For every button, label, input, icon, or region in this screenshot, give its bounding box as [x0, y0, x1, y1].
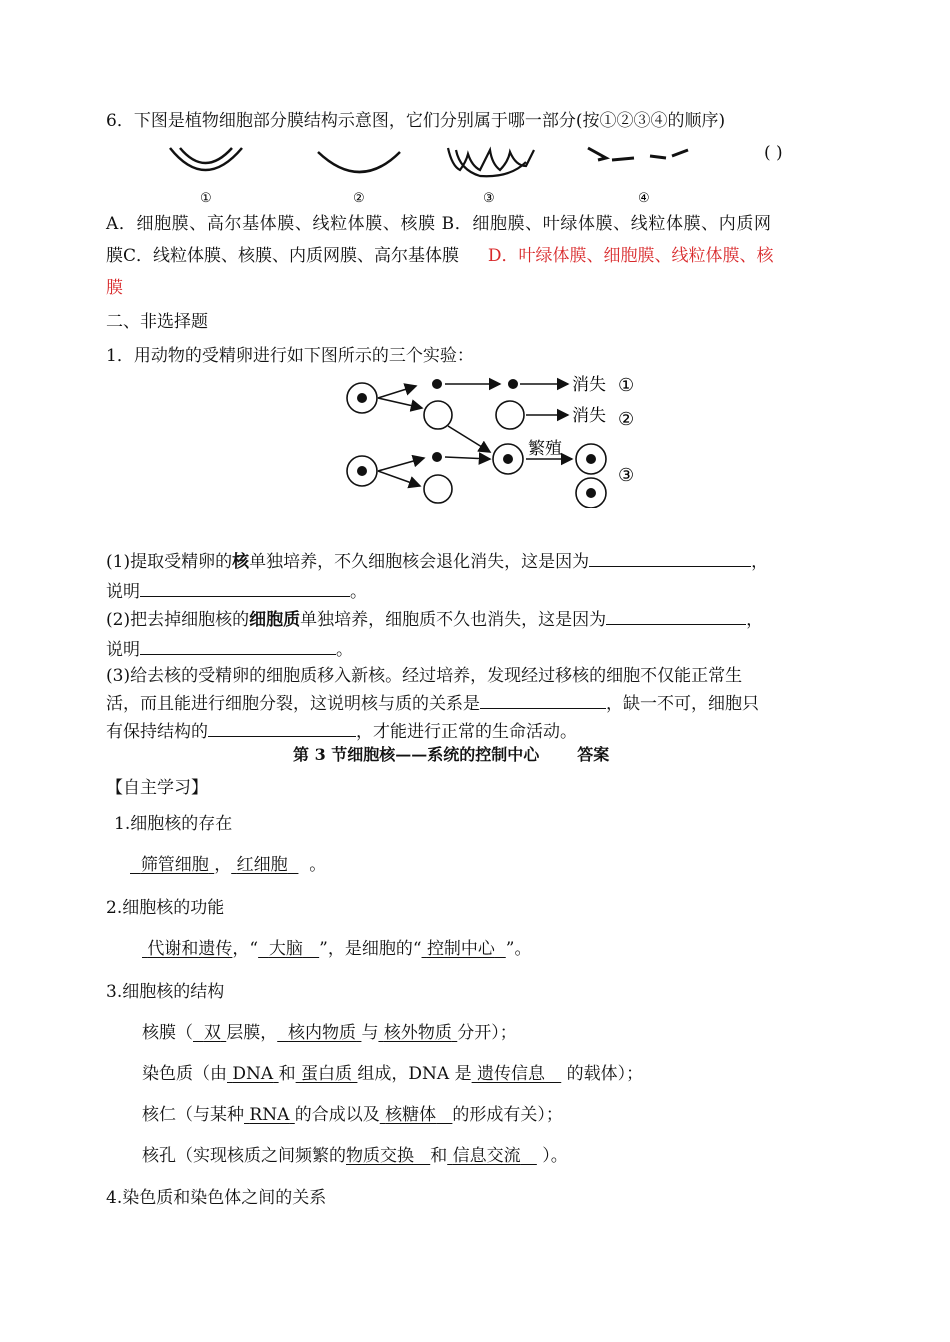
self-study-heading: 【自主学习】: [106, 778, 208, 798]
membrane-2-icon: [318, 152, 400, 172]
q1-part3-line3: 有保持结构的 ，才能进行正常的生命活动。: [106, 718, 577, 744]
blank-3a[interactable]: [480, 690, 606, 709]
cytoplasm-2: [496, 401, 524, 429]
cytoplasm-3: [424, 475, 452, 503]
label-num-2: ②: [618, 409, 635, 430]
membrane-1-icon: [170, 148, 242, 170]
label-reproduce: 繁殖: [528, 439, 562, 459]
nucleus-2: [508, 379, 518, 389]
s3-membrane: 核膜（ 双 层膜， 核内物质 与 核外物质 分开）；: [142, 1023, 517, 1043]
membrane-3-icon: [448, 148, 534, 176]
q1-part3-line2: 活，而且能进行细胞分裂，这说明核与质的关系是 ，缺一不可，细胞只: [106, 690, 759, 716]
q1-part1-explain: 说明 。: [106, 578, 367, 604]
q6-options-cd: [106, 244, 773, 268]
s2-title: 2.细胞核的功能: [106, 898, 225, 918]
q1-part3-line1: (3)给去核的受精卵的细胞质移入新核。经过培养，发现经过移核的细胞不仅能正常生: [106, 666, 743, 686]
q1-stem: 1．用动物的受精卵进行如下图所示的三个实验：: [106, 346, 474, 366]
q6-options-ab: A．细胞膜、高尔基体膜、线粒体膜、核膜 B．细胞膜、叶绿体膜、线粒体膜、内质网: [106, 214, 772, 234]
s4-title: 4.染色质和染色体之间的关系: [106, 1188, 327, 1208]
s3-chromatin: 染色质（由 DNA 和 蛋白质 组成，DNA 是 遗传信息 的载体）；: [142, 1064, 644, 1084]
s3-nucleolus: 核仁（与某种 RNA 的合成以及 核糖体 的形成有关）；: [142, 1105, 563, 1125]
q6-stem: 6．下图是植物细胞部分膜结构示意图，它们分别属于哪一部分(按①②③④的顺序): [106, 111, 726, 131]
q1-part2: (2)把去掉细胞核的细胞质单独培养，细胞质不久也消失，这是因为 ，: [106, 606, 763, 632]
s2-answers: 代谢和遗传，“ 大脑 ”，是细胞的“ 控制中心 ”。: [147, 939, 532, 959]
q6-answer-bracket: ( ): [764, 143, 783, 163]
s1-answers: 筛管细胞 ， 红细胞 。: [140, 855, 327, 875]
cytoplasm-1: [424, 401, 452, 429]
q6-membrane-figure: [160, 140, 720, 206]
blank-1a[interactable]: [589, 548, 751, 567]
blank-3b[interactable]: [208, 718, 356, 737]
fig-label-2: ②: [353, 191, 365, 206]
membrane-4-icon: [588, 148, 688, 160]
section2-title: 二、非选择题: [106, 312, 208, 332]
q1-part2-explain: 说明 。: [106, 636, 353, 662]
fig-label-3: ③: [483, 191, 495, 206]
experiment-diagram: [340, 368, 660, 508]
fig-label-1: ①: [200, 191, 212, 206]
nucleus-3: [432, 452, 442, 462]
q6-option-d: D．叶绿体膜、细胞膜、线粒体膜、核: [487, 246, 774, 266]
label-disappear-2: 消失: [572, 406, 606, 426]
label-num-1: ①: [618, 375, 635, 396]
label-disappear-1: 消失: [572, 375, 606, 395]
q6-option-c: 膜C．线粒体膜、核膜、内质网膜、高尔基体膜: [106, 246, 460, 266]
blank-1b[interactable]: [140, 578, 350, 597]
q6-option-d-cont: 膜: [106, 278, 123, 298]
blank-2b[interactable]: [140, 636, 336, 655]
s3-pore: 核孔（实现核质之间频繁的物质交换 和 信息交流 ）。: [142, 1146, 568, 1166]
s1-title: 1.细胞核的存在: [114, 814, 233, 834]
answer-title: 第 3 节细胞核——系统的控制中心 答案: [293, 745, 610, 764]
fig-label-4: ④: [638, 191, 650, 206]
s3-title: 3.细胞核的结构: [106, 982, 225, 1002]
label-num-3: ③: [618, 465, 635, 486]
q1-part1: (1)提取受精卵的核单独培养，不久细胞核会退化消失，这是因为 ，: [106, 548, 768, 574]
blank-2a[interactable]: [606, 606, 746, 625]
nucleus-1: [432, 379, 442, 389]
